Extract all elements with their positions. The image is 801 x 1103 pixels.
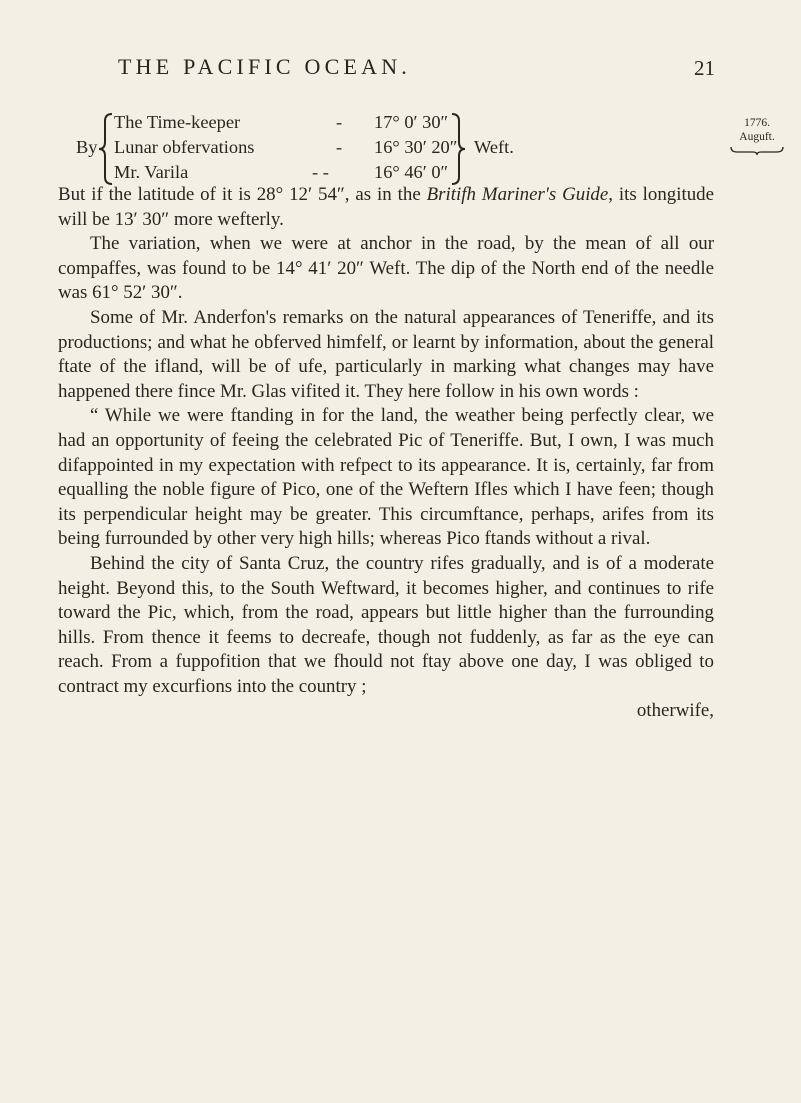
body-text: [58, 183, 714, 724]
margin-month: Auguft.: [739, 131, 775, 143]
row-label: Mr. Varila: [114, 162, 189, 182]
row-label: Lunar obfervations: [114, 137, 255, 157]
table-by: By: [76, 137, 98, 157]
paragraph-text: But if the latitude of it is 28° 12′ 54″, as in the: [58, 184, 427, 205]
page-number: 21: [694, 56, 715, 80]
paragraph: Some of Mr. Anderfon's remarks on the natural appearances of Teneriffe, and its productions; and what he obferved himfelf, or learnt by information, about the general ftate of the ifland, will be of ufe, particularly in marking what changes may have happened there fince Mr. Glas vifited it. They here follow in his own words :: [58, 306, 714, 402]
running-head: THE PACIFIC OCEAN.: [118, 54, 411, 79]
margin-bracket-icon: [729, 146, 785, 156]
paragraph: “ While we were ftanding in for the land, the weather being perfectly clear, we had an opportunity of feeing the celebrated Pic of Teneriffe. But, I own, I was much difappointed in my expectation with refpect to its appearance. It is, certainly, far from equalling the noble figure of Pico, one of the Weftern Ifles which I have feen; though its perpendicular height may be greater. This circumftance, perhaps, arifes from its being furrounded by other very high hills; whereas Pico ftands without a rival.: [58, 405, 714, 550]
row-value: 16° 30′ 20″: [374, 137, 458, 157]
paragraph: Behind the city of Santa Cruz, the country rifes gradually, and is of a moderate height. Beyond this, to the South Weftward, it becomes higher, and continues to rife toward the Pic, which, from the road, appears but little higher than the furrounding hills. From thence it feems to decreafe, though not fuddenly, as far as the eye can reach. From a fuppofition that we fhould not ftay above one day, I was obliged to contract my excurfions into the country ;: [58, 552, 714, 697]
book-title: Britifh Mariner's Guide: [426, 184, 609, 205]
margin-note: [729, 116, 785, 156]
margin-year: 1776.: [744, 117, 770, 129]
paragraph: [58, 183, 714, 232]
table-west: Weft.: [474, 137, 514, 157]
page-header: [0, 54, 801, 84]
row-value: 16° 46′ 0″: [374, 162, 449, 182]
left-brace-icon: [98, 112, 114, 186]
catchword: otherwife,: [636, 700, 714, 722]
row-dash: -: [336, 137, 343, 157]
right-brace-icon: [450, 112, 466, 186]
row-dash: -: [336, 112, 343, 132]
row-dash: - -: [312, 162, 329, 182]
row-value: 17° 0′ 30″: [374, 112, 449, 132]
row-label: The Time-keeper: [114, 112, 241, 132]
paragraph: The variation, when we were at anchor in the road, by the mean of all our compaffes, was found to be 14° 41′ 20″ Weft. The dip of the North end of the needle was 61° 52′ 30″.: [58, 233, 714, 304]
longitude-table: [72, 112, 592, 186]
paragraph-text: , its longitude will be 13′ 30″ more wefterly.: [58, 184, 715, 230]
